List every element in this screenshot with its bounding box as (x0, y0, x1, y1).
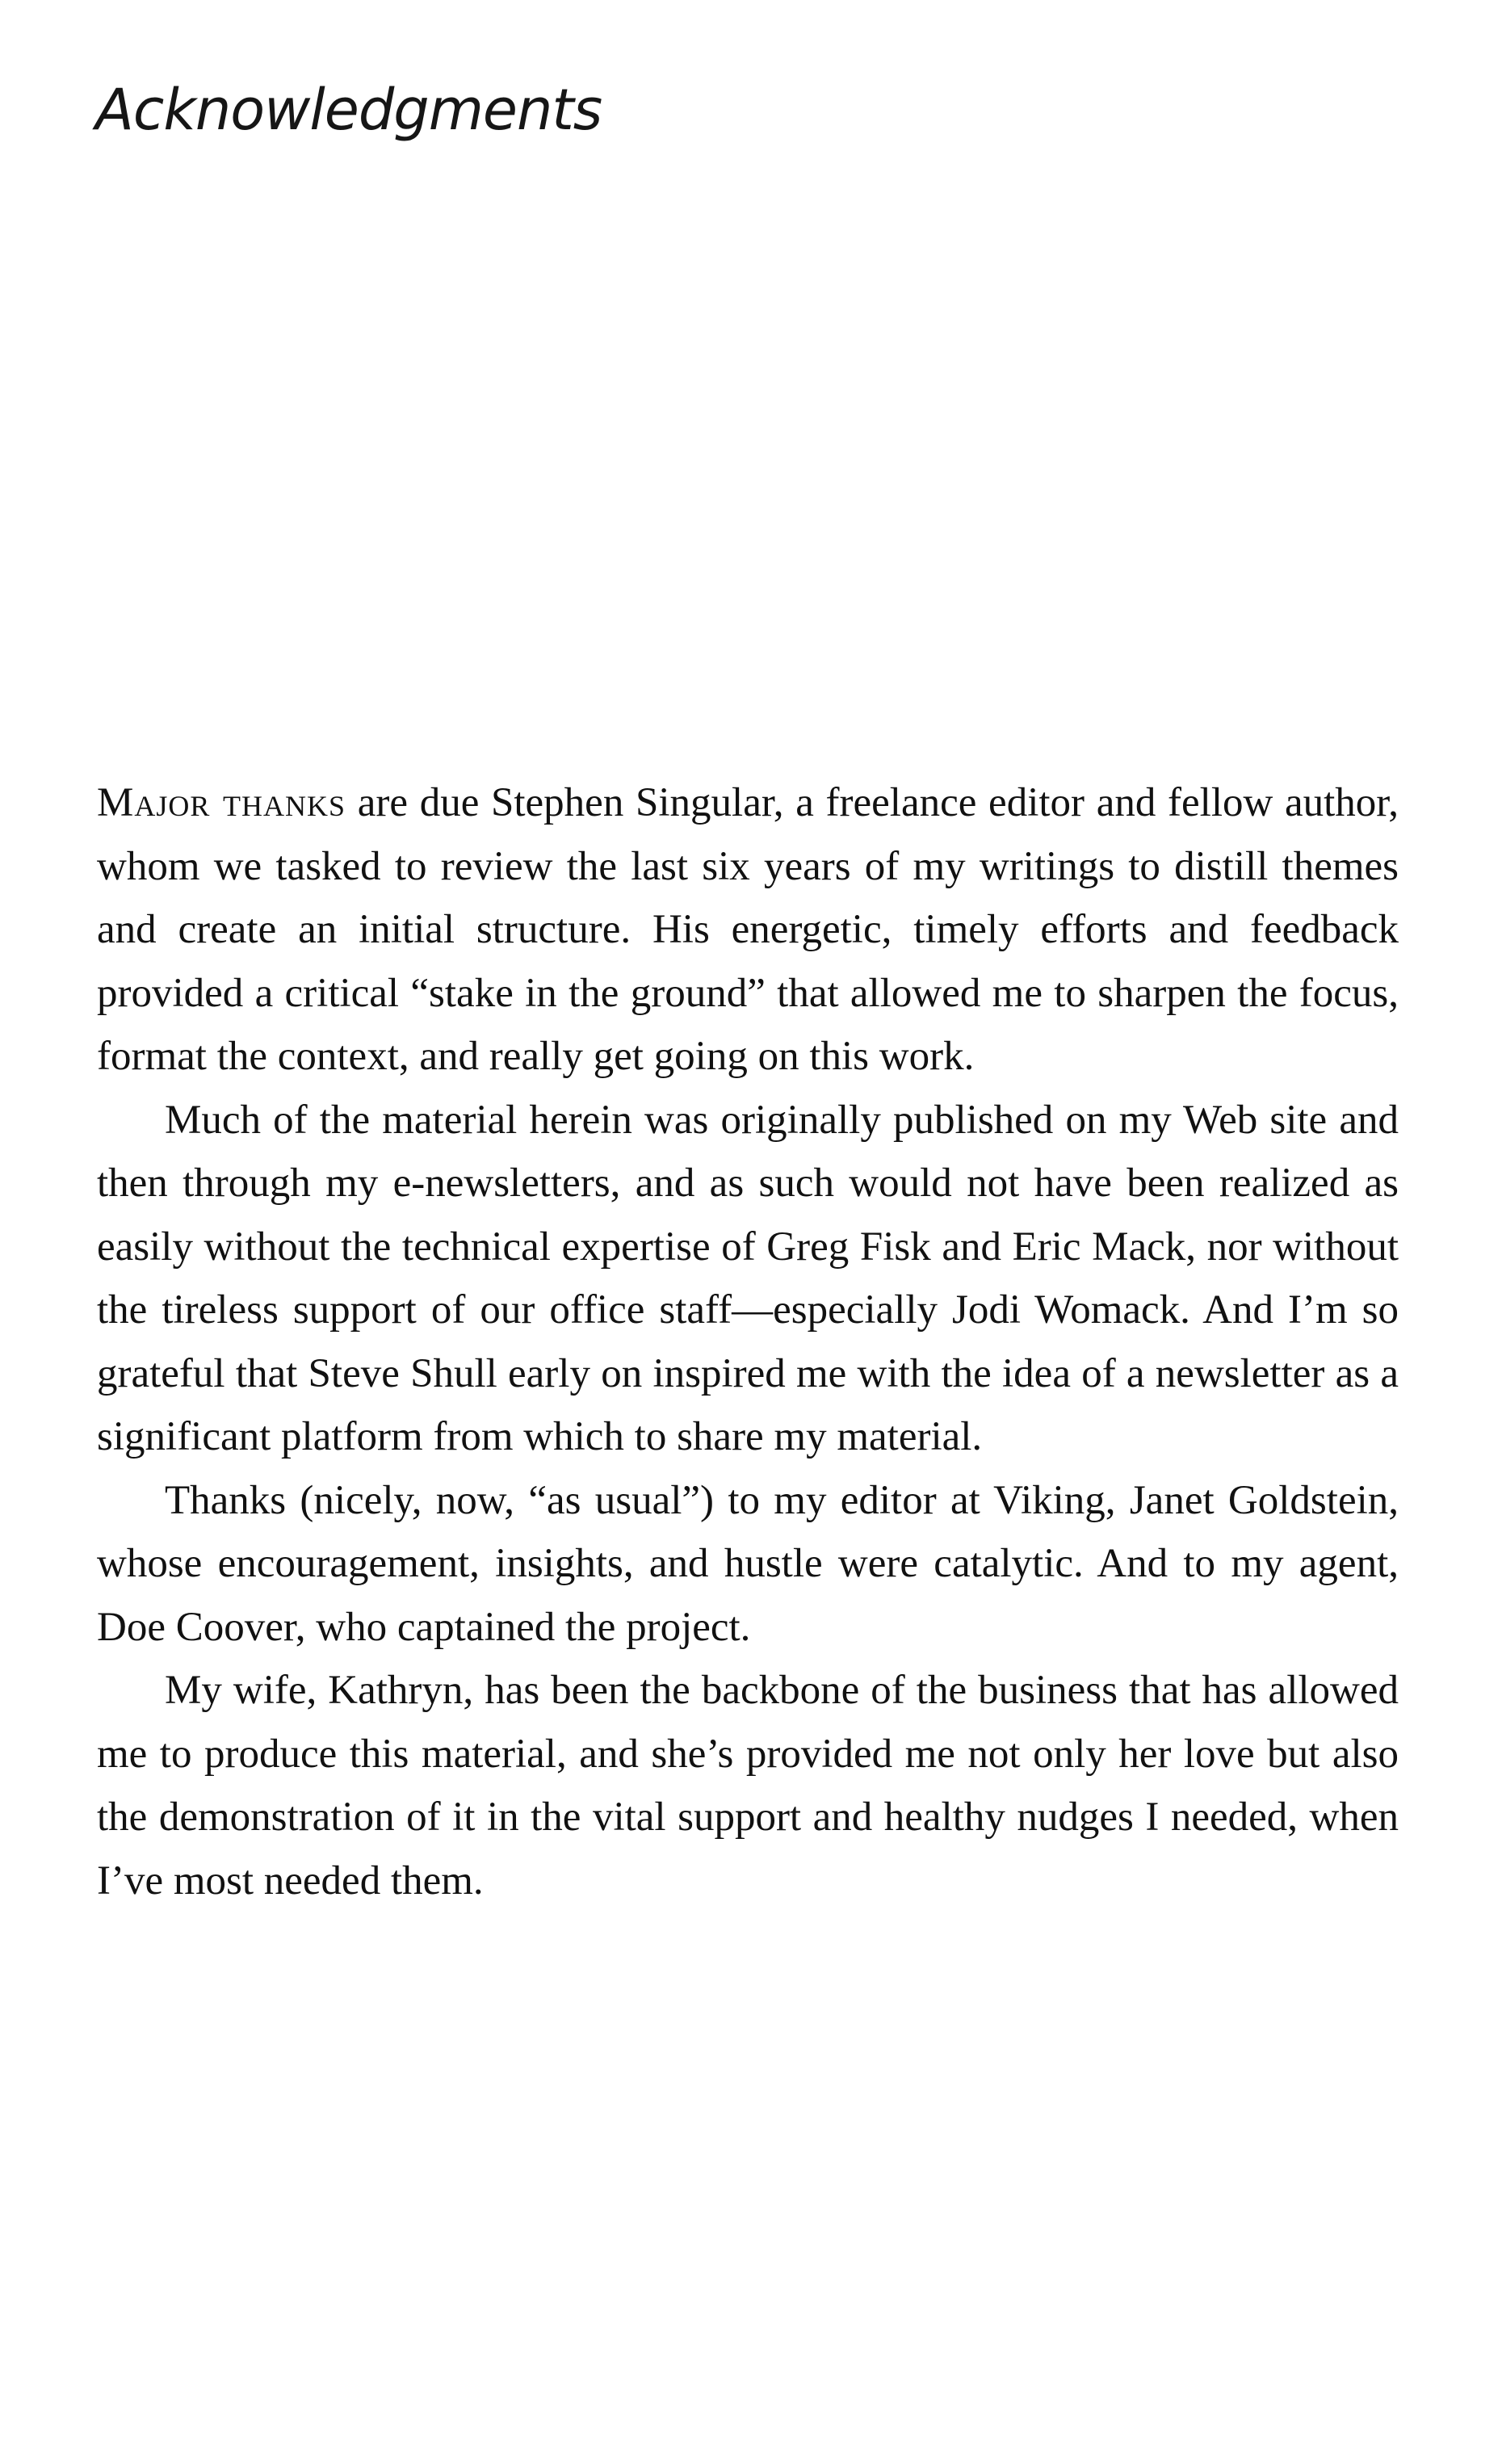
paragraph-4: My wife, Kathryn, has been the backbone of the business that has allowed me to produce this material, and she’s provided me not only her love but also the demonstration of it in the vital support and healthy nudges I needed, when I’ve most needed them. (97, 1668, 1399, 1904)
paragraph-2: Much of the material herein was originally published on my Web site and then through my e-newsletters, and as such would not have been realized as easily without the technical expertise of Greg Fisk and Eric Mack, nor without the tireless support of our office staff—especially Jodi Womack. And I’m so grateful that Steve Shull early on inspired me with the idea of a newsletter as a significant platform from which to share my material. (97, 1097, 1399, 1459)
paragraph-1-lead: Major thanks (97, 780, 346, 825)
paragraph-3: Thanks (nicely, now, “as usual”) to my editor at Viking, Janet Goldstein, whose encouragement, insights, and hustle were catalytic. And to my agent, Doe Coover, who captained the project. (97, 1477, 1399, 1650)
paragraph-1 (97, 771, 1399, 1089)
paragraph-1-text: are due Stephen Singular, a freelance editor and fellow author, whom we tasked to review the last six years of my writings to distill themes and create an initial structure. His energetic, timely efforts and feedback provided a critical “stake in the ground” that allowed me to sharpen the focus, format the context, and really get going on this work. (97, 780, 1399, 1079)
page-title: Acknowledgments (95, 77, 602, 143)
acknowledgments-body (97, 771, 1399, 1912)
